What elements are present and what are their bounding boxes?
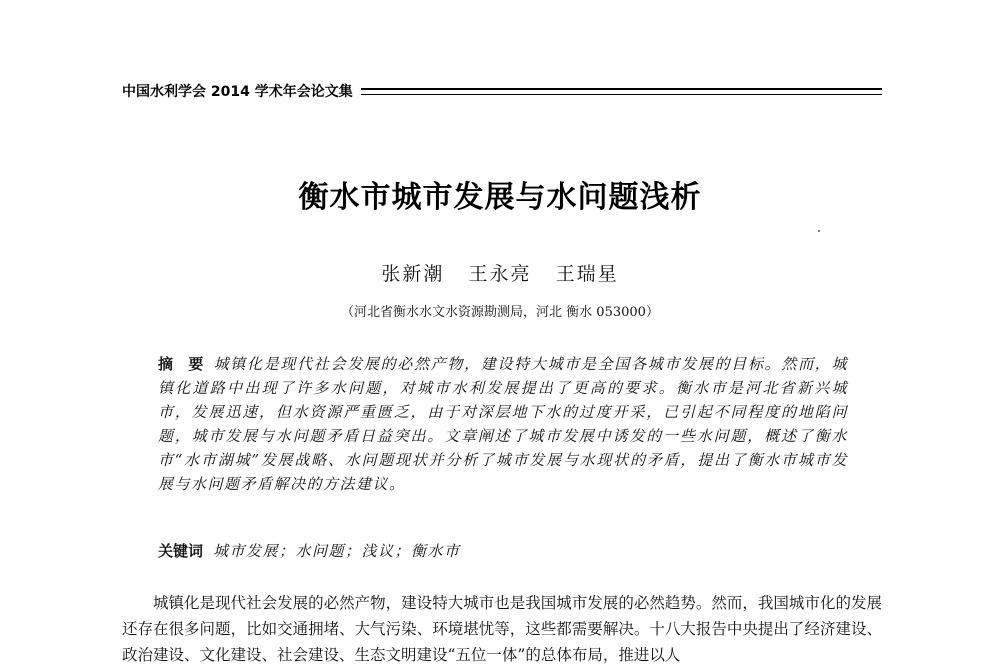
running-header-text: 中国水利学会 2014 学术年会论文集: [122, 84, 353, 100]
keywords: [158, 540, 848, 561]
keywords-label: 关键词: [158, 542, 204, 560]
authors: 张新潮 王永亮 王瑞星: [381, 263, 619, 285]
affiliation: （河北省衡水水文水资源勘测局，河北 衡水 053000）: [341, 305, 659, 320]
keywords-text: 城市发展；水问题；浅议；衡水市: [213, 542, 461, 560]
abstract-label: 摘 要: [158, 355, 204, 373]
paper-title: 衡水市城市发展与水问题浅析: [298, 180, 702, 215]
header-rule: [361, 88, 882, 95]
running-header: [122, 80, 882, 102]
scan-speck: [818, 230, 820, 232]
abstract-text: 城镇化是现代社会发展的必然产物，建设特大城市是全国各城市发展的目标。然而，城镇化道路中出现了许多水问题，对城市水利发展提出了更高的要求。衡水市是河北省新兴城市，发展迅速，但水资源严重匮乏，由于对深层地下水的过度开采，已引起不同程度的地陷问题，城市发展与水问题矛盾日益突出。文章阐述了城市发展中诱发的一些水问题，概述了衡水市“水市湖城”发展战略、水问题现状并分析了城市发展与水现状的矛盾，提出了衡水市城市发展与水问题矛盾解决的方法建议。: [158, 355, 848, 493]
abstract: [158, 352, 848, 496]
body-text: [122, 590, 882, 668]
body-paragraph: 城镇化是现代社会发展的必然产物，建设特大城市也是我国城市发展的必然趋势。然而，我国城市化的发展还存在很多问题，比如交通拥堵、大气污染、环境堪忧等，这些都需要解决。十八大报告中央提出了经济建设、政治建设、文化建设、社会建设、生态文明建设“五位一体”的总体布局，推进以人: [122, 594, 882, 664]
